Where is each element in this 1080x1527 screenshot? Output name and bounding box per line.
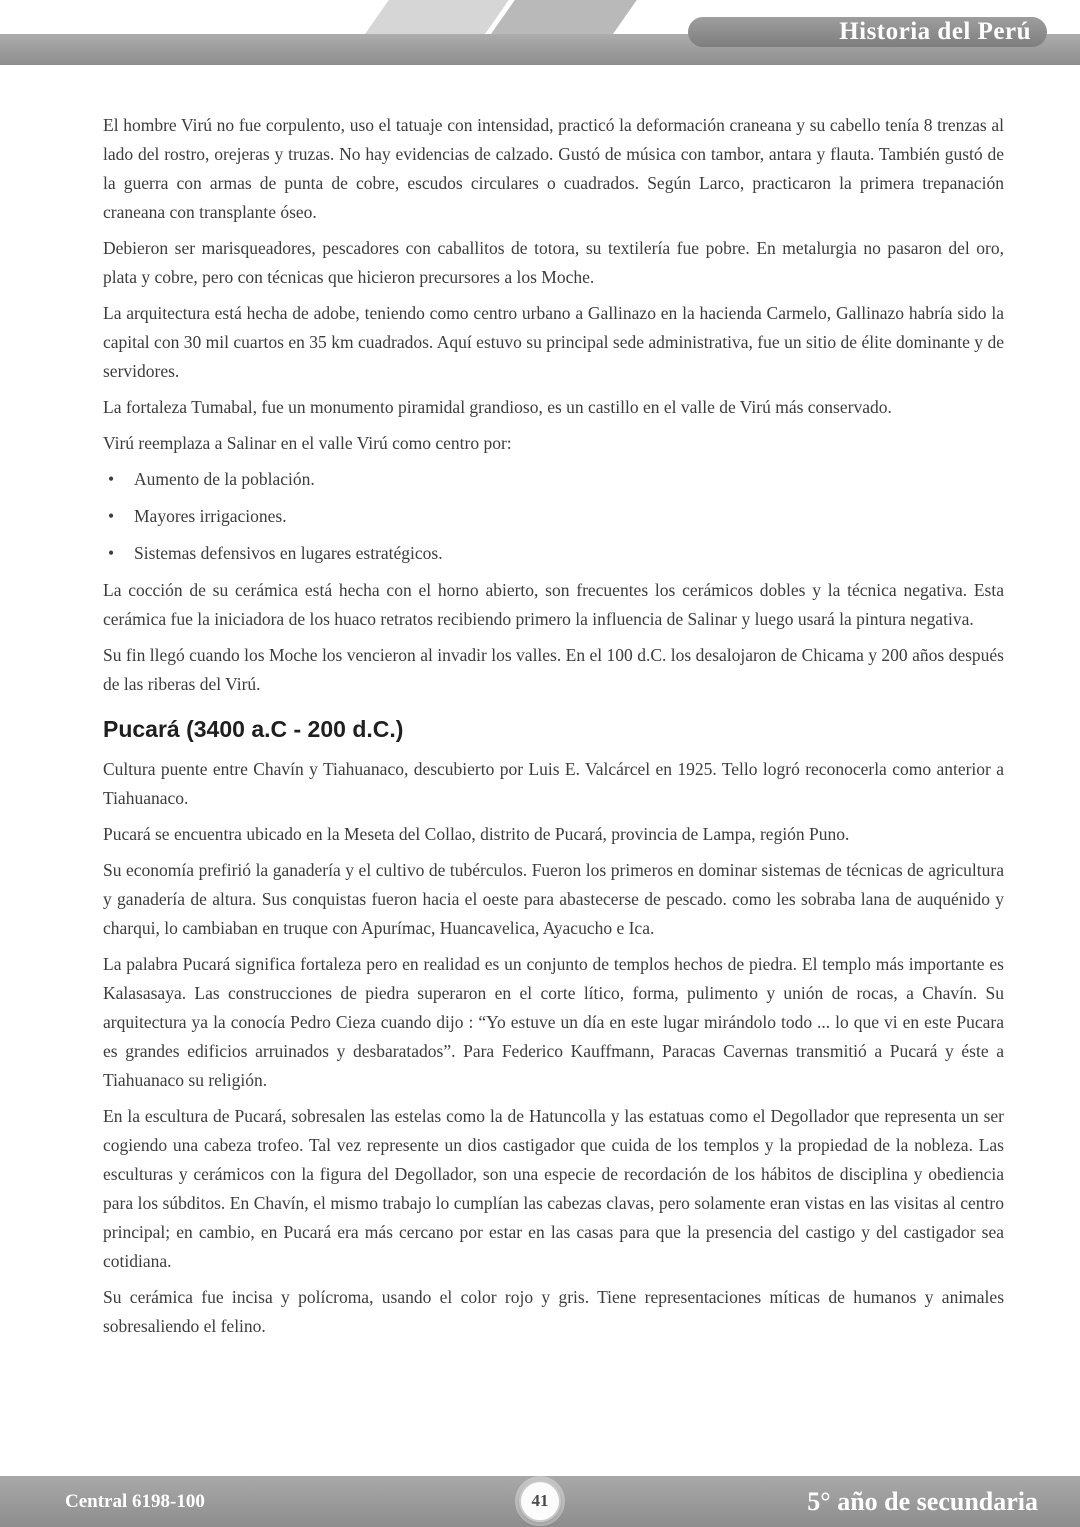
page-number-badge (519, 1480, 561, 1522)
footer-grade: 5° año de secundaria (807, 1486, 1038, 1516)
page-title: Historia del Perú (839, 18, 1031, 45)
list-item (103, 502, 1004, 531)
header-title-bar (688, 17, 1047, 47)
list-item-text: Aumento de la población. (134, 469, 315, 489)
paragraph-viru-2: Debieron ser marisqueadores, pescadores con caballitos de totora, su textilería fue pobre. En metalurgia no pasaron del oro, plata y cobre, pero con técnicas que hicieron precursores a los Moche. (103, 238, 1004, 287)
list-item-text: Sistemas defensivos en lugares estratégicos. (134, 543, 443, 563)
paragraph-pucara-3: Su economía prefirió la ganadería y el cultivo de tubérculos. Fueron los primeros en dominar sistemas de técnicas de agricultura y ganadería de altura. Sus conquistas fueron hacia el oeste para abastecerse de pescado. como les sobraba lana de auquénido y charqui, lo cambiaban en truque con Apurímac, Huancavelica, Ayacucho e Ica. (103, 860, 1004, 938)
paragraph-pucara-1: Cultura puente entre Chavín y Tiahuanaco, descubierto por Luis E. Valcárcel en 1925. Tello logró reconocerla como anterior a Tiahuanaco. (103, 759, 1004, 808)
list-item-text: Mayores irrigaciones. (134, 506, 287, 526)
page-number: 41 (531, 1490, 549, 1510)
paragraph-viru-3: La arquitectura está hecha de adobe, teniendo como centro urbano a Gallinazo en la hacienda Carmelo, Gallinazo habría sido la capital con 30 mil cuartos en 35 km cuadrados. Aquí estuvo su principal sede administrativa, fue un sitio de élite dominante y de servidores. (103, 303, 1004, 381)
paragraph-viru-5: Virú reemplaza a Salinar en el valle Virú como centro por: (103, 433, 512, 453)
bullet-icon: • (108, 469, 115, 489)
paragraph-viru-4: La fortaleza Tumabal, fue un monumento piramidal grandioso, es un castillo en el valle de Virú más conservado. (103, 397, 892, 417)
paragraph-viru-7: Su fin llegó cuando los Moche los vencieron al invadir los valles. En el 100 d.C. los desalojaron de Chicama y 200 años después de las riberas del Virú. (103, 645, 1004, 694)
list-item (103, 465, 1004, 494)
paragraph-pucara-4: La palabra Pucará significa fortaleza pero en realidad es un conjunto de templos hechos de piedra. El templo más importante es Kalasasaya. Las construcciones de piedra superaron en el corte lítico, forma, pulimento y unión de rocas, a Chavín. Su arquitectura ya la conocía Pedro Cieza cuando dijo : “Yo estuve un día en este lugar mirándolo todo ... lo que vi en este Pucara es grandes edificios arruinados y desbaratados”. Para Federico Kauffmann, Paracas Cavernas transmitió a Pucará y éste a Tiahuanaco su religión. (103, 954, 1004, 1090)
paragraph-viru-1: El hombre Virú no fue corpulento, uso el tatuaje con intensidad, practicó la deformación craneana y su cabello tenía 8 trenzas al lado del rostro, orejeras y truzas. No hay evidencias de calzado. Gustó de música con tambor, antara y flauta. También gustó de la guerra con armas de punta de cobre, escudos circulares o cuadrados. Según Larco, practicaron la primera trepanación craneana con transplante óseo. (103, 115, 1004, 222)
bullet-icon: • (108, 506, 115, 526)
section-heading-pucara: Pucará (3400 a.C - 200 d.C.) (103, 716, 404, 742)
paragraph-viru-6: La cocción de su cerámica está hecha con el horno abierto, son frecuentes los cerámicos dobles y la técnica negativa. Esta cerámica fue la iniciadora de los huaco retratos recibiendo primero la influencia de Salinar y luego usará la pintura negativa. (103, 580, 1004, 629)
page-header (0, 0, 1080, 92)
paragraph-pucara-5: En la escultura de Pucará, sobresalen las estelas como la de Hatuncolla y las estatuas como el Degollador que representa un ser cogiendo una cabeza trofeo. Tal vez represente un dios castigador que cuida de los templos y la propiedad de la nobleza. Las esculturas y cerámicos con la figura del Degollador, son una especie de recordación de los hábitos de disciplina y obediencia para los súbditos. En Chavín, el mismo trabajo lo cumplían las cabezas clavas, pero solamente eran vistas en las visitas al centro principal; en cambio, en Pucará era más cercano por estar en las casas para que la presencia del castigo y del castigador sea cotidiana. (103, 1106, 1004, 1271)
page-footer (0, 1476, 1080, 1527)
page-content (103, 111, 1004, 1348)
paragraph-pucara-6: Su cerámica fue incisa y polícroma, usando el color rojo y gris. Tiene representaciones míticas de humanos y animales sobresaliendo el felino. (103, 1287, 1004, 1336)
list-item (103, 539, 1004, 568)
footer-phone: Central 6198-100 (65, 1490, 205, 1512)
paragraph-pucara-2: Pucará se encuentra ubicado en la Meseta del Collao, distrito de Pucará, provincia de Lampa, región Puno. (103, 824, 850, 844)
bullet-icon: • (108, 543, 115, 563)
bullet-list (103, 465, 1004, 568)
